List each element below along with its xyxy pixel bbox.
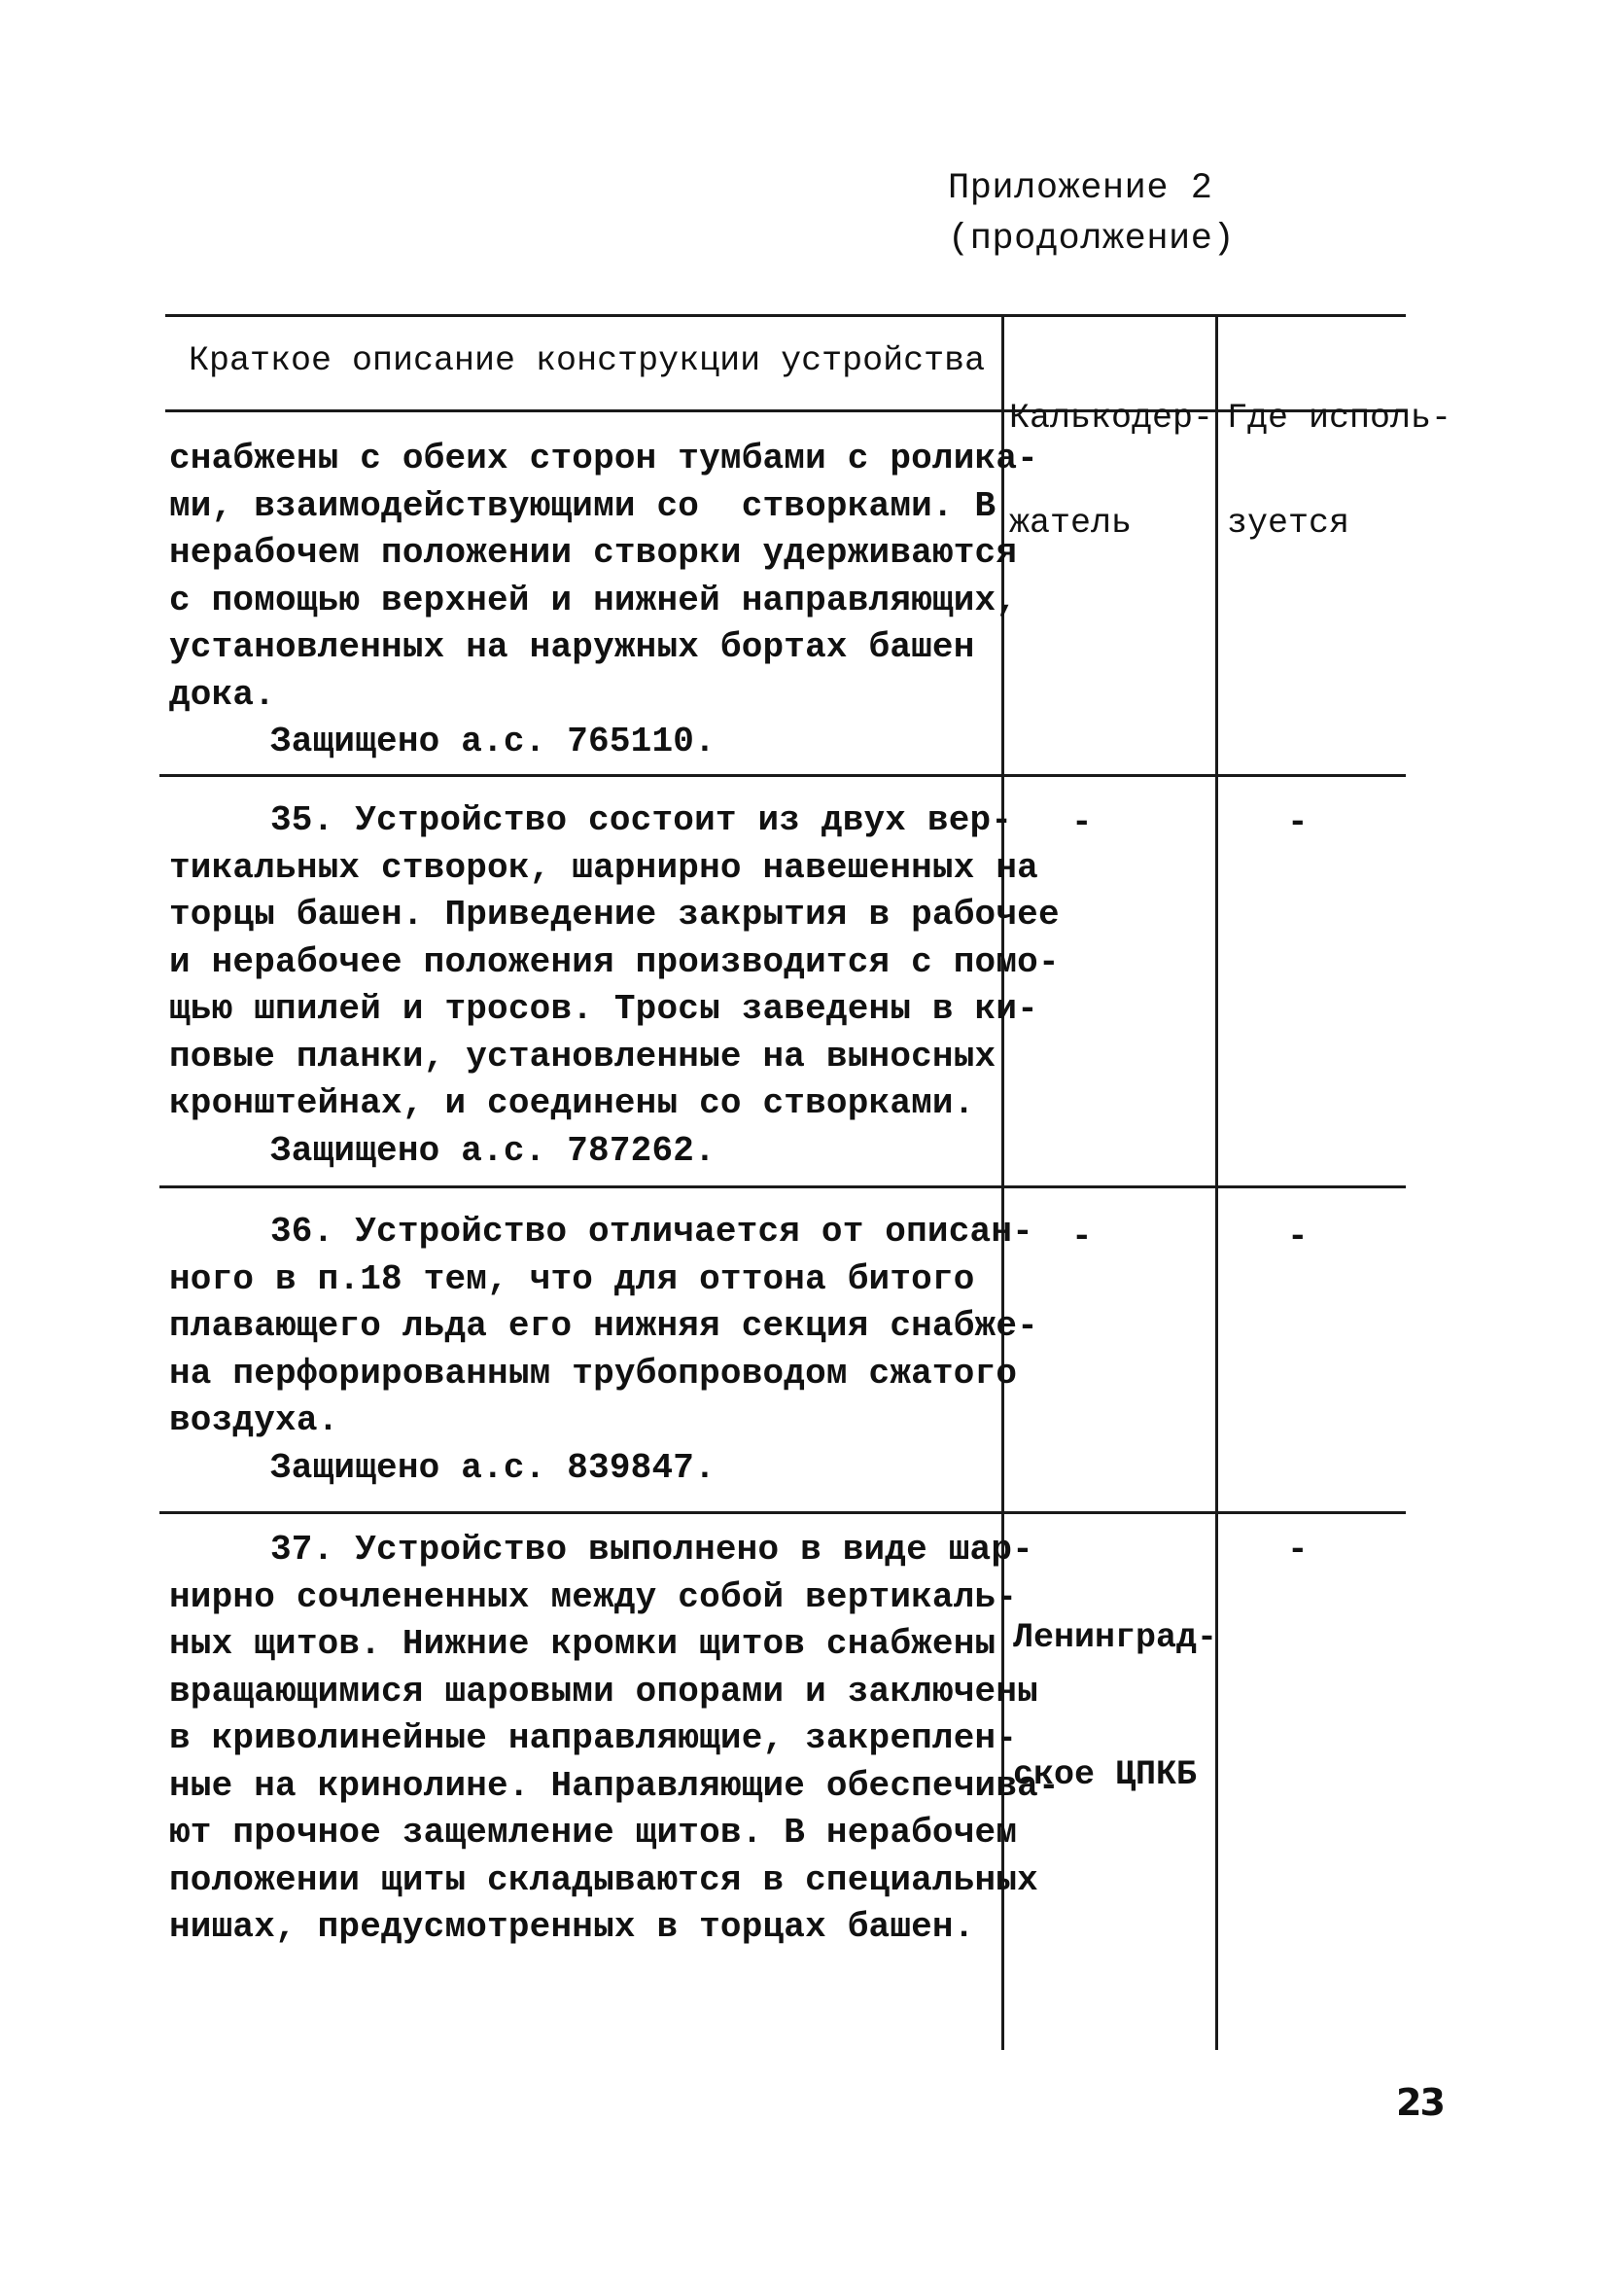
text-line: положении щиты складываются в специальных [169,1859,1038,1900]
table-row-description [169,797,1060,1175]
appendix-title: Приложение 2 [948,168,1213,209]
header-holder-line1: Калькодер- [1009,399,1214,438]
table-row-description [169,1209,1038,1492]
holder-dash: - [1071,802,1093,842]
text-line: ют прочное защемление щитов. В нерабочем [169,1813,1018,1853]
text-line: вращающимися шаровыми опорами и заключены [169,1671,1038,1712]
text-line: воздуха. [169,1400,339,1440]
text-line: 37. Устройство выполнено в виде шар- [270,1530,1033,1570]
holder-dash: - [1071,1217,1093,1256]
text-line: нерабочем положении створки удерживаются [169,533,1018,573]
text-line: кронштейнах, и соединены со створками. [169,1083,975,1123]
header-usage [1227,331,1451,611]
holder-org-line2: ское ЦПКБ [1013,1755,1198,1794]
text-line: установленных на наружных бортах башен [169,627,975,667]
usage-dash: - [1287,802,1309,842]
text-line: ного в п.18 тем, что для оттона битого [169,1258,975,1299]
text-line: и нерабочее положения производится с помо- [169,941,1060,982]
text-line: снабжены с обеих сторон тумбами с ролика- [169,439,1038,478]
text-line: с помощью верхней и нижней направляющих, [169,580,1018,620]
table-row-description [169,436,1038,766]
text-line: торцы башен. Приведение закрытия в рабочее [169,895,1060,935]
text-line: в криволинейные направляющие, закреплен- [169,1718,1018,1758]
text-line: нирно сочлененных между собой вертикаль- [169,1576,1018,1617]
header-usage-line1: Где исполь- [1227,399,1452,438]
patent-note: Защищено а.с. 765110. [270,722,716,761]
table-header-rule [165,409,1406,412]
text-line: ных щитов. Нижние кромки щитов снабжены [169,1624,996,1664]
text-line: дока. [169,674,276,715]
header-holder-line2: жатель [1009,504,1133,543]
page-number: 23 [1396,2081,1444,2124]
row-divider [159,1185,1406,1188]
text-line: нишах, предусмотренных в торцах башен. [169,1907,975,1947]
text-line: повые планки, установленные на выносных [169,1036,996,1077]
text-line: плавающего льда его нижняя секция снабже- [169,1306,1038,1346]
text-line: 35. Устройство состоит из двух вер- [270,800,1013,840]
table-row-description [169,1527,1060,1952]
row-divider [159,774,1406,777]
text-line: на перфорированным трубопроводом сжатого [169,1353,1018,1394]
text-line: ми, взаимодействующими со створками. В [169,485,996,526]
holder-org-line1: Ленинград- [1013,1618,1218,1657]
header-description: Краткое описание конструкции устройства [189,341,986,380]
usage-dash: - [1287,1217,1309,1256]
text-line: ные на кринолине. Направляющие обеспечива- [169,1765,1060,1806]
appendix-continuation: (продолжение) [948,219,1236,260]
usage-dash: - [1287,1530,1309,1570]
header-usage-line2: зуется [1227,504,1350,543]
text-line: тикальных створок, шарнирно навешенных на [169,847,1038,888]
patent-note: Защищено а.с. 839847. [270,1447,716,1488]
table-top-rule [165,314,1406,317]
header-holder [1009,331,1213,611]
row-divider [159,1511,1406,1514]
patent-note: Защищено а.с. 787262. [270,1130,716,1171]
text-line: щью шпилей и тросов. Тросы заведены в ки- [169,989,1038,1029]
holder-organization [1013,1524,1217,1890]
appendix-heading [948,163,1235,265]
text-line: 36. Устройство отличается от описан- [270,1212,1033,1252]
